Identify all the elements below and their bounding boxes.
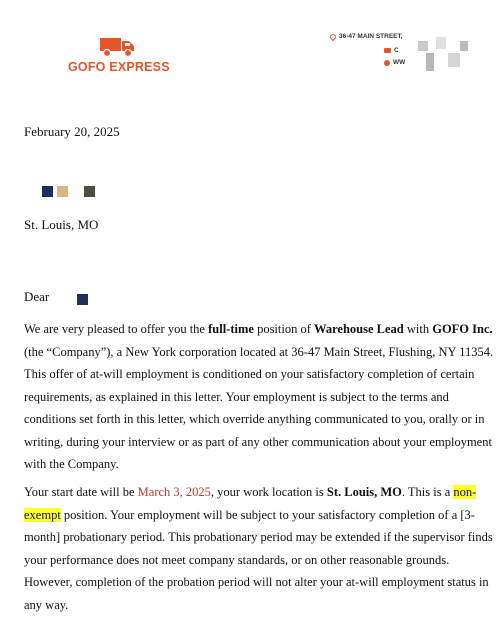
offer-paragraph — [24, 318, 494, 476]
web-text: WW — [393, 59, 406, 66]
brand-name: GOFO EXPRESS — [68, 60, 170, 74]
address-line — [330, 33, 403, 40]
redacted-recipient-first-name — [77, 294, 88, 305]
salutation: Dear — [24, 289, 50, 304]
contact-block — [330, 33, 490, 73]
work-location: St. Louis, MO — [326, 485, 402, 499]
redaction-block — [42, 186, 53, 197]
location-pin-icon — [329, 32, 337, 40]
web-line — [384, 59, 405, 66]
p1-text: We are very pleased to offer you the — [24, 322, 209, 336]
address-text: 36-47 MAIN STREET, — [339, 33, 403, 40]
recipient-location: St. Louis, MO — [24, 217, 99, 232]
phone-text: C — [394, 47, 399, 54]
redaction-block — [57, 186, 68, 197]
start-date: March 3, 2025 — [137, 485, 211, 499]
truck-icon — [100, 36, 136, 58]
phone-icon — [384, 48, 391, 53]
p2-text: Your start date will be — [24, 485, 138, 499]
p1-text: (the “Company”), a New York corporation located at 36-47 Main Street, Flushing, NY 11354. This offer of at-will employment is conditioned on your satisfactory completion of certain requirements, as explained in this letter. Your employment is subject to the terms and conditions set forth in this letter, which override anything communicated to you, orally or in writing, during your interview or as part of any other communication about your employment with the Company. — [24, 344, 494, 471]
p2-text: , your work location is — [210, 485, 327, 499]
redaction-mark — [418, 41, 428, 51]
company-logo — [68, 36, 172, 76]
phone-line — [384, 47, 399, 54]
redaction-mark — [448, 53, 460, 67]
p1-text: with — [403, 322, 433, 336]
p2-text: . This is a — [401, 485, 454, 499]
redaction-gap — [72, 186, 80, 197]
redaction-mark — [426, 53, 434, 71]
redaction-block — [84, 186, 95, 197]
position-title: Warehouse Lead — [314, 322, 404, 336]
redaction-mark — [460, 41, 468, 51]
globe-icon — [384, 60, 390, 66]
letter-date: February 20, 2025 — [24, 124, 120, 139]
company-name: GOFO Inc. — [432, 322, 493, 336]
start-date-paragraph — [24, 481, 494, 616]
employment-type: full-time — [208, 322, 254, 336]
p2-text: position. Your employment will be subject to your satisfactory completion of a [3-month] probationary period. This probationary period may be extended if the supervisor finds your performance does not meet company standards, or on other reasonable grounds. However, completion of the probation period will not alter your at-will employment status in any way. — [24, 507, 493, 612]
redacted-recipient-name — [42, 186, 95, 197]
p1-text: position of — [253, 322, 315, 336]
redaction-mark — [436, 37, 446, 49]
exempt-status: non-exempt — [24, 485, 477, 522]
